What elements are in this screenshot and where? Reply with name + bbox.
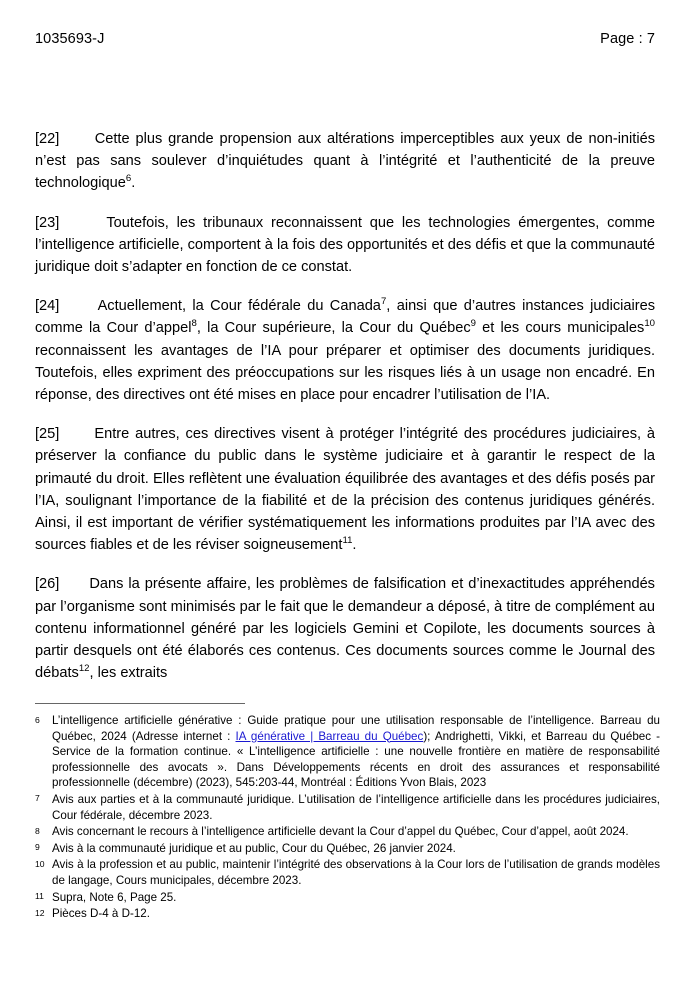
paragraph-number-23: [23] <box>35 214 60 231</box>
footnote-marker-6: 6 <box>35 714 40 725</box>
footnote-marker-11: 11 <box>35 891 44 902</box>
paragraph-text-24-a: Actuellement, la Cour fédérale du Canada <box>97 298 381 315</box>
footnote-item-10 <box>35 857 660 888</box>
footnote-list <box>35 713 660 922</box>
footnote-ref-12[interactable]: 12 <box>78 663 90 675</box>
paragraph-number-22: [22] <box>35 131 60 147</box>
footnote-marker-12: 12 <box>35 907 45 918</box>
paragraph-text-22-tail: . <box>131 175 136 192</box>
paragraph-spacer-23 <box>67 215 106 231</box>
footnote-link-barreau-du-quebec[interactable]: IA générative | Barreau du Québec <box>235 729 424 743</box>
footnote-item-6 <box>35 713 660 791</box>
document-id: 1035693-J <box>35 31 105 47</box>
paragraph-text-25: Entre autres, ces directives visent à protéger l’intégrité des procédures judiciaires, à préserver la confiance du public dans le système judiciaire et à garantir le respect de la primauté du droit. Elles reflètent une évaluation équilibrée des avantages et des défis posés par l’IA, soulignant l’importance de la fiabilité et de la précision des contenus juridiques générés. Ainsi, il est important de vérifier systématiquement les informations produites par l’IA avec des sources fiables et de les réviser soigneusement <box>35 426 656 554</box>
footnote-ref-9[interactable]: 9 <box>470 318 476 330</box>
paragraph-23 <box>35 212 655 279</box>
footnote-text-8: Avis concernant le recours à l’intelligence artificielle devant la Cour d’appel du Québec, Cour d’appel, août 2024. <box>52 825 629 839</box>
document-body <box>35 128 655 684</box>
footnote-item-7 <box>35 792 660 823</box>
paragraph-text-24-d: et les cours municipales <box>475 320 645 337</box>
paragraph-text-22: Cette plus grande propension aux altérations imperceptibles aux yeux de non-initiés n’est pas sans soulever d’inquiétudes quant à l’intégrité et l’authenticité de la preuve technologique <box>35 131 656 192</box>
page-number-label: Page : 7 <box>600 31 655 47</box>
footnote-marker-10: 10 <box>35 858 45 869</box>
paragraph-spacer-25 <box>65 426 94 442</box>
footnote-text-9: Avis à la communauté juridique et au public, Cour du Québec, 26 janvier 2024. <box>52 841 456 855</box>
paragraph-text-26-tail: , les extraits <box>89 665 168 682</box>
footnote-marker-7: 7 <box>35 793 40 804</box>
footnote-ref-8[interactable]: 8 <box>191 318 197 330</box>
paragraph-text-24-e: reconnaissent les avantages de l’IA pour préparer et optimiser des documents juridiques. Toutefois, elles expriment des préoccupations sur les risques liés à un usage non encadré. En réponse, des directives ont été mises en place pour encadrer l’utilisation de l’IA. <box>35 342 655 404</box>
footnote-text-11: Supra, Note 6, Page 25. <box>52 890 177 904</box>
paragraph-spacer-24 <box>66 298 98 314</box>
paragraph-number-26: [26] <box>35 576 60 593</box>
footnote-text-6-a: L’intelligence artificielle générative : Guide pratique pour une utilisation responsable de l’intelligence. Barreau du Québec, 2024 (Adresse internet : <box>52 714 660 743</box>
footnote-text-7: Avis aux parties et à la communauté juridique. L’utilisation de l’intelligence artificielle dans les procédures judiciaires, Cour fédérale, décembre 2023. <box>52 792 660 822</box>
paragraph-text-24-b: , ainsi que d’autres instances judiciaires comme la Cour d’appel <box>35 298 656 337</box>
footnote-item-8 <box>35 824 660 840</box>
paragraph-26 <box>35 573 655 684</box>
paragraph-text-23: Toutefois, les tribunaux reconnaissent que les technologies émergentes, comme l’intelligence artificielle, comportent à la fois des opportunités et des défis et que la communauté juridique doit s’adapter en fonction de ce constat. <box>35 214 655 276</box>
footnote-item-12 <box>35 906 660 922</box>
paragraph-spacer-26 <box>64 576 89 592</box>
footnote-separator-rule <box>35 703 245 704</box>
paragraph-25 <box>35 423 655 556</box>
paragraph-22 <box>35 128 655 195</box>
footnote-ref-7[interactable]: 7 <box>380 296 387 308</box>
footnote-item-11 <box>35 890 660 906</box>
footnote-text-12: Pièces D-4 à D-12. <box>52 907 150 921</box>
footnote-ref-10[interactable]: 10 <box>644 318 655 330</box>
paragraph-24 <box>35 295 655 406</box>
footnotes-section <box>35 703 660 923</box>
footnote-ref-6[interactable]: 6 <box>125 173 132 185</box>
footnote-item-9 <box>35 841 660 857</box>
page-header <box>35 30 655 48</box>
paragraph-number-25: [25] <box>35 426 60 443</box>
paragraph-spacer-22 <box>65 131 94 147</box>
paragraph-text-24-c: , la Cour supérieure, la Cour du Québec <box>196 320 471 337</box>
footnote-text-10: Avis à la profession et au public, maintenir l’intégrité des observations à la Cour lors de l’utilisation de grands modèles de langage, Cours municipales, décembre 2023. <box>52 858 660 887</box>
footnote-marker-9: 9 <box>35 842 40 853</box>
paragraph-number-24: [24] <box>35 298 60 315</box>
paragraph-text-25-tail: . <box>352 537 357 554</box>
footnote-marker-8: 8 <box>35 825 40 836</box>
footnote-ref-11[interactable]: 11 <box>342 535 353 547</box>
footnote-text-6-b: ); Andrighetti, Vikki, et Barreau du Québec - Service de la formation continue. « L’intelligence artificielle : une nouvelle frontière en matière de responsabilité professionnelle des avocats ». Dans Développements récents en droit des assurances et responsabilité professionnelle (décembre) (2023), 545:203-44, Montréal : Éditions Yvon Blais, 2023 <box>52 729 660 790</box>
paragraph-text-26: Dans la présente affaire, les problèmes de falsification et d’inexactitudes appréhendés par l’organisme sont minimisés par le fait que le demandeur a déposé, à titre de complément au contenu informationnel généré par les logiciels Gemini et Copilote, les documents sources à partir desquels ont été élaborés ces contenus. Ces documents sources comme le Journal des débats <box>35 576 655 682</box>
